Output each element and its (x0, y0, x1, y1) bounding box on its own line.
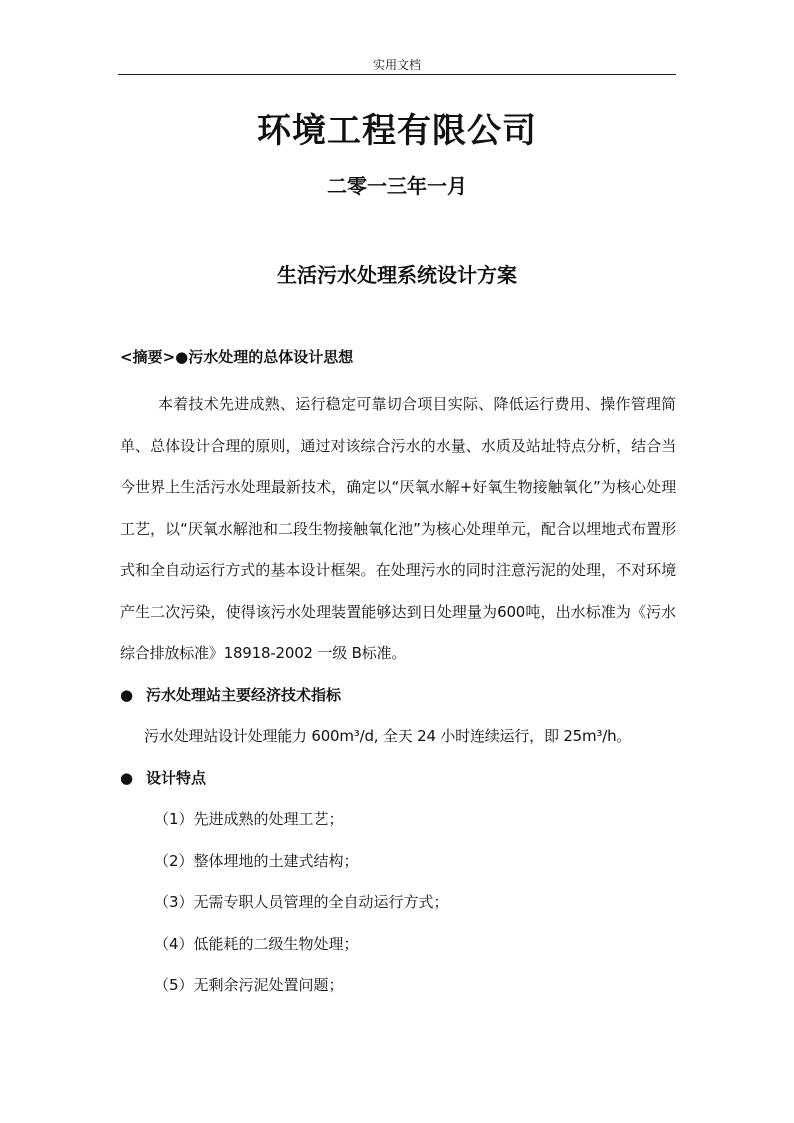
bullet-icon: ● (120, 768, 134, 787)
feature-list (120, 799, 676, 1007)
bullet-icon: ● (120, 685, 134, 704)
indicators-paragraph: 污水处理站设计处理能力 600m³/d, 全天 24 小时连续运行，即 25m³/h。 (144, 727, 632, 745)
list-item: （3）无需专职人员管理的全自动运行方式； (154, 893, 449, 911)
features-heading (120, 758, 676, 800)
list-item: （2）整体埋地的土建式结构； (154, 851, 359, 870)
list-item: （4）低能耗的二级生物处理； (154, 934, 359, 953)
abstract-paragraph: 本着技术先进成熟、运行稳定可靠切合项目实际、降低运行费用、操作管理简单、总体设计合理的原则，通过对该综合污水的水量、水质及站址特点分析，结合当今世界上生活污水处理最新技术，确定以“厌氧水解+好氧生物接触氧化”为核心处理工艺，以“厌氧水解池和二段生物接触氧化池”为核心处理单元，配合以埋地式布置形式和全自动运行方式的基本设计框架。在处理污水的同时注意污泥的处理，不对环境产生二次污染，使得该污水处理装置能够达到日处理量为600吨，出水标准为《污水综合排放标准》18918-2002 一级 B标准。 (120, 395, 676, 662)
indicators-heading-text: 污水处理站主要经济技术指标 (146, 685, 342, 704)
document-title: 生活污水处理系统设计方案 (277, 263, 517, 287)
document-body (120, 343, 676, 1007)
document-date: 二零一三年一月 (327, 174, 467, 198)
list-item: （1）先进成熟的处理工艺； (154, 810, 344, 828)
abstract-heading: <摘要>●污水处理的总体设计思想 (120, 348, 354, 366)
indicators-heading (120, 675, 676, 717)
company-name: 环境工程有限公司 (257, 111, 537, 151)
page-header: 实用文档 (118, 56, 676, 75)
list-item: （5）无剩余污泥处置问题； (154, 976, 344, 994)
features-heading-text: 设计特点 (146, 768, 207, 787)
